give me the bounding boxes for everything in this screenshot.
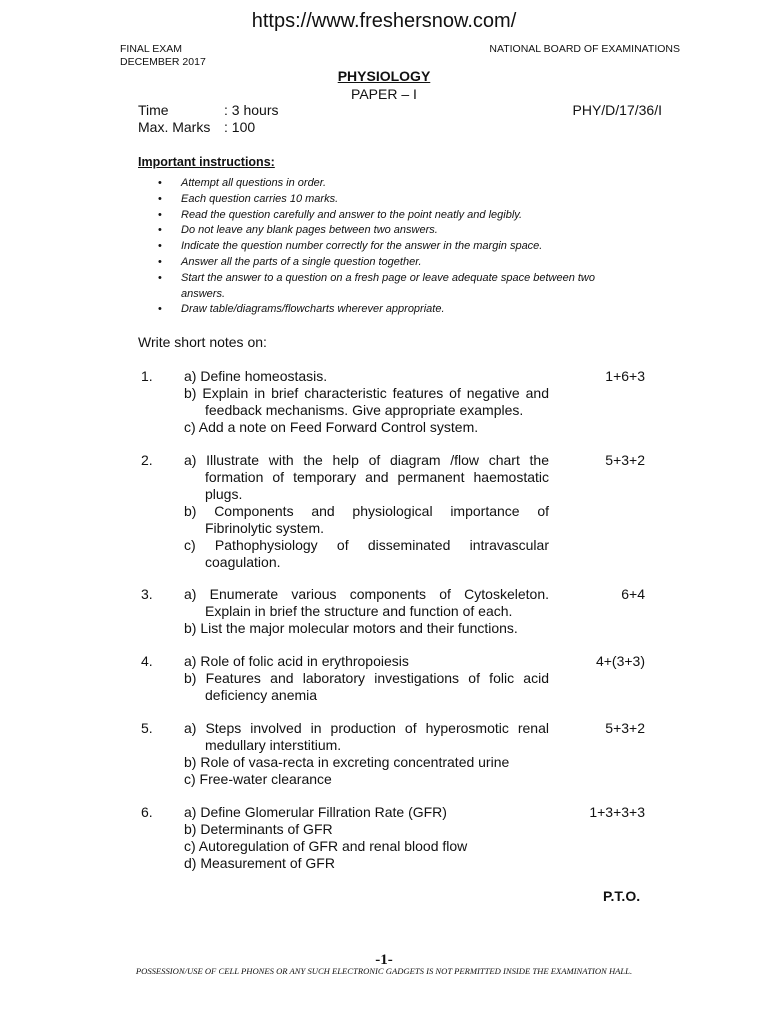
paper-code: PHY/D/17/36/I xyxy=(572,102,662,118)
question-part: a) Steps involved in production of hyperosmotic renal medullary interstitium. xyxy=(184,720,549,753)
question-number: 4. xyxy=(141,653,153,669)
question-part: a) Enumerate various components of Cytoskeleton. Explain in brief the structure and function of each. xyxy=(184,586,549,619)
exam-type: FINAL EXAM xyxy=(120,43,183,55)
instruction-item: • Attempt all questions in order. xyxy=(158,176,628,192)
page-number: -1- xyxy=(375,952,393,968)
question-parts xyxy=(184,720,549,788)
question-parts xyxy=(184,452,549,571)
subject-title: PHYSIOLOGY xyxy=(337,68,431,84)
instructions-heading: Important instructions: xyxy=(138,155,275,169)
question-marks: 5+3+2 xyxy=(605,452,645,468)
question-part: b) Role of vasa-recta in excreting concentrated urine xyxy=(184,754,510,770)
instruction-item: • Each question carries 10 marks. xyxy=(158,192,628,208)
question-marks: 6+4 xyxy=(621,586,645,602)
paper-number: PAPER – I xyxy=(351,86,417,102)
question-part: c) Free-water clearance xyxy=(184,771,332,787)
question-number: 2. xyxy=(141,452,153,468)
question-parts xyxy=(184,586,549,637)
instruction-item: • Answer all the parts of a single question together. xyxy=(158,255,628,271)
question-marks: 4+(3+3) xyxy=(595,653,645,669)
question-part: c) Autoregulation of GFR and renal blood flow xyxy=(184,838,468,854)
max-marks-label: Max. Marks xyxy=(138,119,211,135)
instructions-list xyxy=(158,176,628,318)
exam-meta xyxy=(138,102,278,136)
title-block xyxy=(0,68,768,102)
instruction-item: • Do not leave any blank pages between two answers. xyxy=(158,223,628,239)
question-part: a) Define Glomerular Fillration Rate (GFR) xyxy=(184,804,447,820)
instruction-item: • Draw table/diagrams/flowcharts wherever appropriate. xyxy=(158,302,628,318)
pto-label: P.T.O. xyxy=(603,888,641,904)
question-part: c) Add a note on Feed Forward Control system. xyxy=(184,419,479,435)
instruction-item: • Start the answer to a question on a fresh page or leave adequate space between two answers. xyxy=(158,271,628,303)
question-number: 5. xyxy=(141,720,153,736)
time-value: : 3 hours xyxy=(224,102,279,118)
question-parts xyxy=(184,368,549,436)
source-url: https://www.freshersnow.com/ xyxy=(251,10,517,32)
question-part: b) List the major molecular motors and their functions. xyxy=(184,620,518,636)
time-label: Time xyxy=(138,102,169,118)
question-part: a) Role of folic acid in erythropoiesis xyxy=(184,653,409,669)
exam-date: DECEMBER 2017 xyxy=(120,56,206,68)
question-part: a) Define homeostasis. xyxy=(184,368,328,384)
max-marks-value: : 100 xyxy=(224,119,256,135)
instruction-item: • Read the question carefully and answer to the point neatly and legibly. xyxy=(158,208,628,224)
question-part: b) Determinants of GFR xyxy=(184,821,333,837)
question-marks: 1+3+3+3 xyxy=(589,804,645,820)
marks-row xyxy=(138,119,278,136)
exam-info xyxy=(120,43,206,69)
question-number: 1. xyxy=(141,368,153,384)
question-number: 3. xyxy=(141,586,153,602)
question-part: a) Illustrate with the help of diagram /flow chart the formation of temporary and permanent haemostatic plugs. xyxy=(184,452,549,502)
question-part: b) Explain in brief characteristic features of negative and feedback mechanisms. Give appropriate examples. xyxy=(184,385,549,418)
footer-notice: POSSESSION/USE OF CELL PHONES OR ANY SUCH ELECTRONIC GADGETS IS NOT PERMITTED INSIDE THE EXAMINATION HALL. xyxy=(135,966,633,976)
instruction-item: • Indicate the question number correctly for the answer in the margin space. xyxy=(158,239,628,255)
question-parts xyxy=(184,804,549,872)
question-part: b) Components and physiological importance of Fibrinolytic system. xyxy=(184,503,549,536)
question-marks: 1+6+3 xyxy=(605,368,645,384)
question-number: 6. xyxy=(141,804,153,820)
question-parts xyxy=(184,653,549,704)
board-name: NATIONAL BOARD OF EXAMINATIONS xyxy=(489,43,680,55)
question-marks: 5+3+2 xyxy=(605,720,645,736)
question-part: c) Pathophysiology of disseminated intravascular coagulation. xyxy=(184,537,549,570)
section-heading: Write short notes on: xyxy=(138,334,267,350)
time-row xyxy=(138,102,278,119)
question-part: b) Features and laboratory investigations of folic acid deficiency anemia xyxy=(184,670,549,703)
question-part: d) Measurement of GFR xyxy=(184,855,335,871)
